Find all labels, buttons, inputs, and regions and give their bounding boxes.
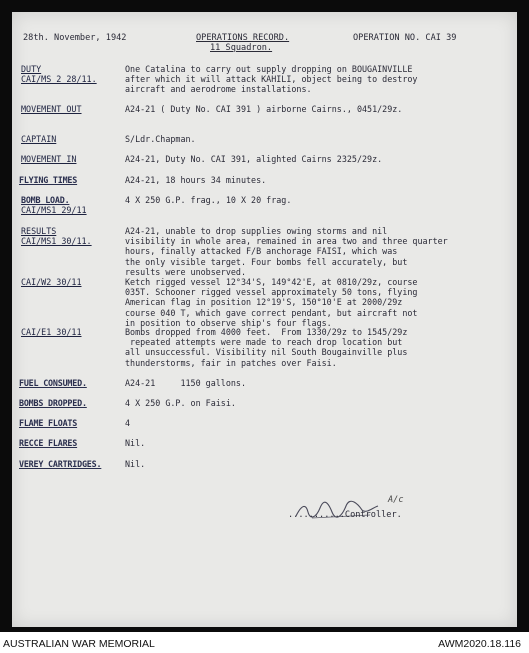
w2-ref: CAI/W2 30/11 <box>21 277 82 287</box>
bomb-load-text: 4 X 250 G.P. frag., 10 X 20 frag. <box>125 195 292 205</box>
flying-times-label: FLYING TIMES <box>19 175 78 185</box>
captain-text: S/Ldr.Chapman. <box>125 134 196 144</box>
fuel-consumed-text: A24-21 1150 gallons. <box>125 378 247 388</box>
signature-suffix: A/c <box>388 495 404 505</box>
bombs-dropped-label: BOMBS DROPPED. <box>19 398 87 408</box>
movement-out-text: A24-21 ( Duty No. CAI 391 ) airborne Cairns., 0451/29z. <box>125 104 403 114</box>
duty-text: One Catalina to carry out supply dropping on BOUGAINVILLE after which it will attack KAHILI, object being to destroy aircraft and aerodrome installations. <box>125 64 418 95</box>
verey-cartridges-label: VEREY CARTRIDGES. <box>19 459 102 469</box>
squadron-name: 11 Squadron. <box>210 43 273 53</box>
recce-flares-label: RECCE FLARES <box>19 438 78 448</box>
flying-times-text: A24-21, 18 hours 34 minutes. <box>125 175 267 185</box>
bomb-load-ref: CAI/MS1 29/11 <box>21 205 87 215</box>
verey-cartridges-text: Nil. <box>125 459 146 469</box>
duty-ref: CAI/MS 2 28/11. <box>21 74 97 84</box>
recce-flares-text: Nil. <box>125 438 146 448</box>
movement-out-label: MOVEMENT OUT <box>21 104 82 114</box>
results-ref: CAI/MS1 30/11. <box>21 236 92 246</box>
document-sheet <box>12 12 517 627</box>
operation-number: OPERATION NO. CAI 39 <box>353 33 457 43</box>
flame-floats-text: 4 <box>125 418 131 428</box>
footer-institution: AUSTRALIAN WAR MEMORIAL <box>3 638 155 650</box>
w2-text: Ketch rigged vessel 12°34'S, 149°42'E, at 0810/29z, course 035T. Schooner rigged vessel approximately 50 tons, flying American flag in position 12°19'S, 150°10'E at 2000/29z course 040 T, which gave correct pendant, but aircraft not in position to observe ship's four flags. <box>125 277 418 328</box>
results-text: A24-21, unable to drop supplies owing storms and nil visibility in whole area, remained in area two and three quarter hours, finally attacked F/B anchorage FAISI, which was the only visible target. Four bombs fell accurately, but results were unobserved. <box>125 226 448 277</box>
e1-text: Bombs dropped from 4000 feet. From 1330/29z to 1545/29z repeated attempts were made to reach drop location but all unsuccessful. Visibility nil South Bougainville plus thunderstorms, fair in patches over Faisi. <box>125 327 408 368</box>
record-title: OPERATIONS RECORD. <box>196 33 290 43</box>
bomb-load-label: BOMB LOAD. <box>21 195 70 205</box>
fuel-consumed-label: FUEL CONSUMED. <box>19 378 87 388</box>
flame-floats-label: FLAME FLOATS <box>19 418 78 428</box>
movement-in-label: MOVEMENT IN <box>21 154 77 164</box>
captain-label: CAPTAIN <box>21 134 57 144</box>
record-date: 28th. November, 1942 <box>23 33 127 43</box>
archive-footer <box>0 634 529 653</box>
footer-accession-number: AWM2020.18.116 <box>438 638 521 650</box>
results-label: RESULTS <box>21 226 57 236</box>
duty-label: DUTY <box>21 64 42 74</box>
controller-line: ...........Controller. <box>288 510 402 520</box>
movement-in-text: A24-21, Duty No. CAI 391, alighted Cairns 2325/29z. <box>125 154 383 164</box>
bombs-dropped-text: 4 X 250 G.P. on Faisi. <box>125 398 236 408</box>
e1-ref: CAI/E1 30/11 <box>21 327 82 337</box>
